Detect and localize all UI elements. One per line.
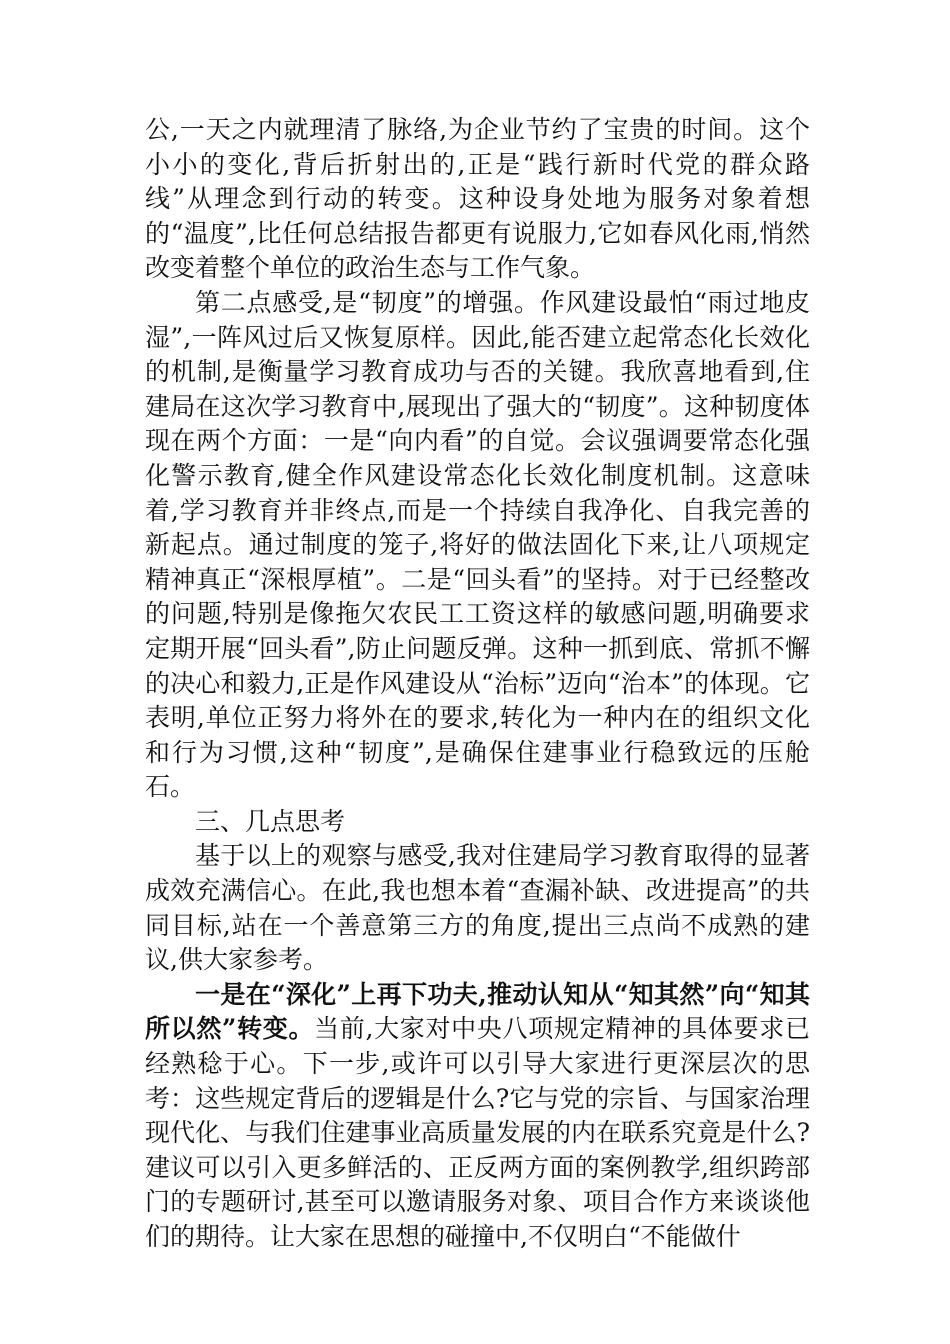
document-page [145, 113, 810, 1255]
paragraph-confidence: 基于以上的观察与感受,我对住建局学习教育取得的显著成效充满信心。在此,我也想本着“查漏补缺、改进提高”的共同目标,站在一个善意第三方的角度,提出三点尚不成熟的建议,供大家参考。 [145, 841, 810, 975]
paragraph-service-warmth: 公,一天之内就理清了脉络,为企业节约了宝贵的时间。这个小小的变化,背后折射出的,正是“践行新时代党的群众路线”从理念到行动的转变。这种设身处地为服务对象着想的“温度”,比任何总结报告都更有说服力,它如春风化雨,悄然改变着整个单位的政治生态与工作气象。 [145, 115, 810, 283]
paragraph-resilience: 第二点感受,是“韧度”的增强。作风建设最怕“雨过地皮湿”,一阵风过后又恢复原样。因此,能否建立起常态化长效化的机制,是衡量学习教育成功与否的关键。我欣喜地看到,住建局在这次学习教育中,展现出了强大的“韧度”。这种韧度体现在两个方面：一是“向内看”的自觉。会议强调要常态化强化警示教育,健全作风建设常态化长效化制度机制。这意味着,学习教育并非终点,而是一个持续自我净化、自我完善的新起点。通过制度的笼子,将好的做法固化下来,让八项规定精神真正“深根厚植”。二是“回头看”的坚持。对于已经整改的问题,特别是像拖欠农民工工资这样的敏感问题,明确要求定期开展“回头看”,防止问题反弹。这种一抓到底、常抓不懈的决心和毅力,正是作风建设从“治标”迈向“治本”的体现。它表明,单位正努力将外在的要求,转化为一种内在的组织文化和行为习惯,这种“韧度”,是确保住建事业行稳致远的压舱石。 [145, 287, 810, 802]
paragraph-deepening-suggestion [145, 978, 810, 1255]
section-heading-reflections: 三、几点思考 [195, 806, 346, 836]
suggestion-lead-bold: 一是在“深化”上再下功夫,推动认知从“知其然”向“知其所以然”转变。 [145, 979, 810, 1044]
suggestion-body: 当前,大家对中央八项规定精神的具体要求已经熟稔于心。下一步,或许可以引导大家进行更深层次的思考：这些规定背后的逻辑是什么?它与党的宗旨、与国家治理现代化、与我们住建事业高质量发展的内在联系究竟是什么?建议可以引入更多鲜活的、正反两方面的案例教学,组织跨部门的专题研讨,甚至可以邀请服务对象、项目合作方来谈谈他们的期待。让大家在思想的碰撞中,不仅明白“不能做什 [145, 1014, 810, 1251]
